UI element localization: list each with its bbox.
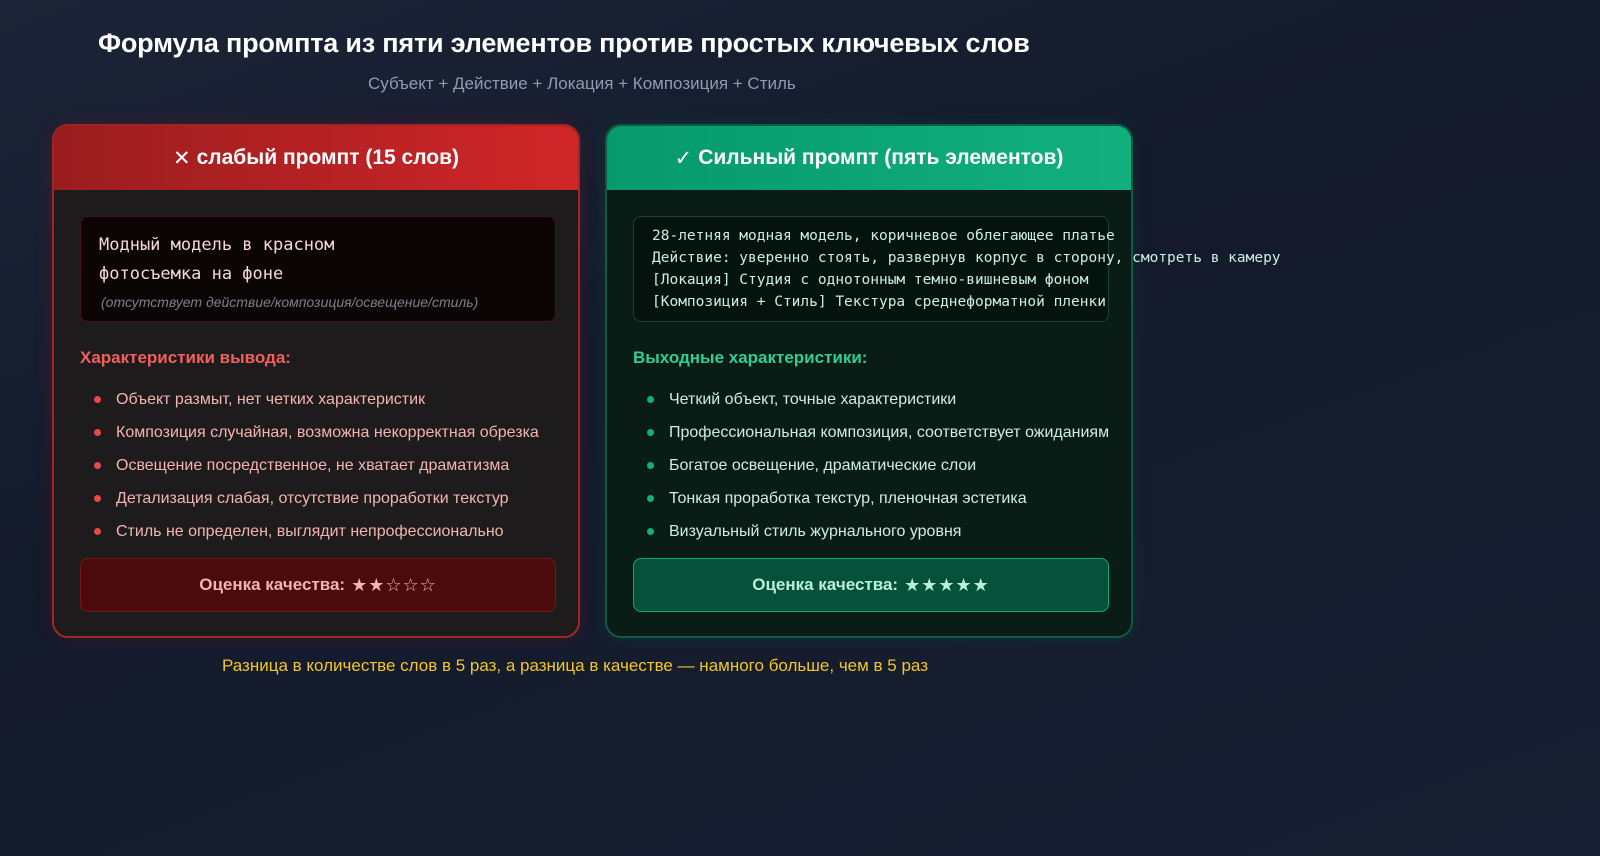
weak-card-title: слабый промпт (15 слов) xyxy=(196,146,460,169)
list-item-text: Объект размыт, нет четких характеристик xyxy=(116,391,426,408)
rating-label: Оценка качества: xyxy=(199,575,346,594)
rating-label: Оценка качества: xyxy=(752,575,899,594)
weak-prompt-card xyxy=(52,124,580,638)
list-item-text: Освещение посредственное, не хватает драматизма xyxy=(116,457,510,474)
list-item-text: Стиль не определен, выглядит непрофессионально xyxy=(116,523,504,540)
list-item xyxy=(94,482,539,515)
list-item-text: Богатое освещение, драматические слои xyxy=(669,457,977,474)
footer-note: Разница в количестве слов в 5 раз, а разница в качестве — намного больше, чем в 5 раз xyxy=(222,656,928,675)
bullet-icon xyxy=(647,495,654,502)
bullet-icon xyxy=(94,429,101,436)
bullet-icon xyxy=(94,495,101,502)
weak-prompt-line: фотосъемка на фоне xyxy=(99,264,284,284)
list-item xyxy=(94,416,539,449)
bullet-icon xyxy=(647,429,654,436)
strong-card-header xyxy=(607,126,1131,190)
bullet-icon xyxy=(94,396,101,403)
list-item-text: Тонкая проработка текстур, пленочная эстетика xyxy=(669,490,1027,507)
weak-feature-list xyxy=(94,383,539,548)
star-rating-icon: ★★★★★ xyxy=(904,574,990,596)
weak-quality-rating xyxy=(80,558,556,612)
list-item xyxy=(94,449,539,482)
strong-section-title: Выходные характеристики: xyxy=(633,348,868,367)
strong-prompt-line: [Локация] Студия с однотонным темно-вишневым фоном xyxy=(652,272,1089,288)
strong-quality-rating xyxy=(633,558,1109,612)
list-item xyxy=(94,515,539,548)
weak-prompt-box xyxy=(80,216,556,322)
cross-icon: ✕ xyxy=(172,146,191,170)
weak-section-title: Характеристики вывода: xyxy=(80,348,291,367)
list-item-text: Визуальный стиль журнального уровня xyxy=(669,523,962,540)
strong-prompt-box xyxy=(633,216,1281,322)
strong-prompt-text xyxy=(652,225,1281,313)
bullet-icon xyxy=(94,462,101,469)
bullet-icon xyxy=(647,462,654,469)
weak-prompt-note: (отсутствует действие/композиция/освещение/стиль) xyxy=(101,294,479,310)
list-item xyxy=(647,416,1109,449)
weak-prompt-text xyxy=(99,231,399,289)
checkmark-icon: ✓ xyxy=(674,146,693,170)
strong-prompt-card xyxy=(605,124,1281,638)
strong-card-title: Сильный промпт (пять элементов) xyxy=(698,146,1064,169)
star-rating-icon: ★★☆☆☆ xyxy=(351,574,437,596)
list-item xyxy=(647,482,1109,515)
strong-prompt-line: 28-летняя модная модель, коричневое облегающее платье xyxy=(652,228,1115,244)
list-item-text: Профессиональная композиция, соответствует ожиданиям xyxy=(669,424,1110,441)
strong-prompt-line: [Композиция + Стиль] Текстура среднеформатной пленки xyxy=(652,294,1106,310)
bullet-icon xyxy=(647,528,654,535)
bullet-icon xyxy=(647,396,654,403)
list-item-text: Композиция случайная, возможна некорректная обрезка xyxy=(116,424,539,441)
list-item xyxy=(647,449,1109,482)
list-item-text: Детализация слабая, отсутствие проработки текстур xyxy=(116,490,509,507)
strong-feature-list xyxy=(647,383,1109,548)
list-item xyxy=(647,515,1109,548)
strong-prompt-line: Действие: уверенно стоять, развернув корпус в сторону, смотреть в камеру xyxy=(652,250,1281,266)
bullet-icon xyxy=(94,528,101,535)
weak-card-header xyxy=(54,126,578,190)
list-item-text: Четкий объект, точные характеристики xyxy=(669,391,957,408)
page-subtitle: Субъект + Действие + Локация + Композиция + Стиль xyxy=(368,74,796,93)
weak-prompt-line: Модный модель в красном xyxy=(99,235,335,255)
list-item xyxy=(647,383,1109,416)
list-item xyxy=(94,383,539,416)
page-title: Формула промпта из пяти элементов против простых ключевых слов xyxy=(98,28,1030,58)
